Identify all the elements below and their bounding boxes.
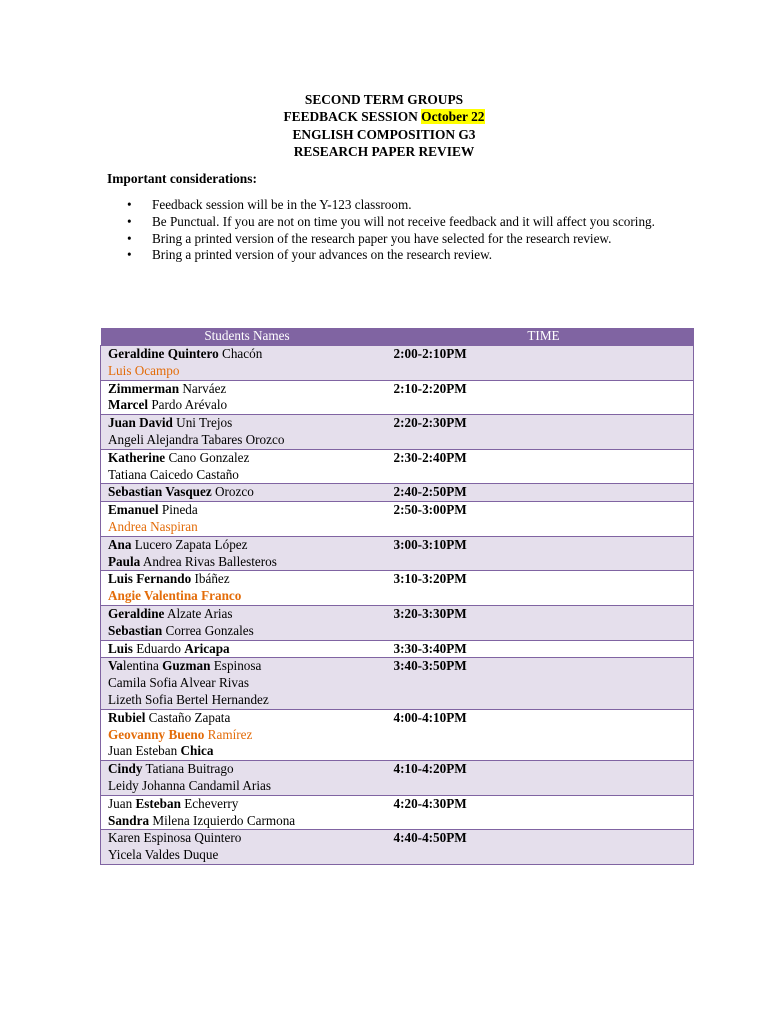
name-segment: Katherine: [108, 449, 166, 465]
student-name: [108, 710, 387, 727]
name-segment: Va: [108, 658, 123, 674]
title-line-2: [0, 108, 768, 125]
student-name: [108, 847, 387, 864]
student-name: [108, 415, 387, 432]
table-row: [101, 380, 694, 415]
name-segment: Sebastian: [108, 622, 163, 638]
name-segment: Alzate Arias: [164, 605, 233, 621]
name-segment: Aricapa: [184, 640, 230, 656]
time-slot-cell: 2:10-2:20PM: [387, 380, 694, 415]
name-segment: Chacón: [218, 346, 263, 361]
student-name: [108, 727, 387, 744]
name-segment: Emanuel: [108, 502, 159, 518]
student-names-cell: [101, 346, 387, 381]
name-segment: Rubiel: [108, 709, 146, 725]
header-time: TIME: [387, 328, 694, 346]
name-segment: Narváez: [179, 380, 227, 396]
time-slot-cell: 2:30-2:40PM: [387, 449, 694, 484]
name-segment: Tatiana Buitrago: [142, 761, 234, 777]
student-name: [108, 623, 387, 640]
name-segment: Tatiana Caicedo Castaño: [108, 466, 239, 482]
student-names-cell: [101, 415, 387, 450]
name-segment: Yicela Valdes Duque: [108, 847, 219, 863]
student-names-cell: [101, 830, 387, 865]
name-segment: Karen Espinosa Quintero: [108, 830, 242, 846]
time-slot-cell: 2:20-2:30PM: [387, 415, 694, 450]
name-segment: Echeverry: [180, 795, 239, 811]
schedule-body: [101, 346, 694, 865]
student-name: [108, 743, 387, 760]
student-name: [108, 588, 387, 605]
name-segment: Geovanny Bueno: [108, 726, 205, 742]
table-row: [101, 346, 694, 381]
consideration-item: • Be Punctual. If you are not on time you will not receive feedback and it will affect you scoring.: [152, 214, 697, 231]
name-segment: Camila Sofia Alvear Rivas: [108, 675, 250, 691]
name-segment: Angeli Alejandra Tabares Orozco: [108, 431, 285, 447]
name-segment: Sebastian Vasquez: [108, 484, 212, 500]
time-slot-cell: 3:20-3:30PM: [387, 605, 694, 640]
student-names-cell: [101, 449, 387, 484]
name-segment: Eduardo: [132, 640, 185, 656]
name-segment: Ibáñez: [191, 571, 230, 587]
time-slot-cell: 3:00-3:10PM: [387, 536, 694, 571]
table-row: [101, 605, 694, 640]
name-segment: Pineda: [158, 502, 198, 518]
table-row: [101, 502, 694, 537]
table-row: [101, 709, 694, 760]
name-segment: Luis: [108, 640, 133, 656]
name-segment: Zimmerman: [108, 380, 180, 396]
time-slot-cell: 4:20-4:30PM: [387, 795, 694, 830]
table-row: [101, 449, 694, 484]
name-segment: Ramírez: [204, 726, 253, 742]
name-segment: ica: [197, 743, 214, 759]
table-header-row: [101, 328, 694, 346]
student-name: [108, 381, 387, 398]
student-name: [108, 830, 387, 847]
student-name: [108, 778, 387, 795]
table-row: [101, 795, 694, 830]
name-segment: Angie Valentina Franco: [108, 588, 242, 604]
time-slot-cell: 4:40-4:50PM: [387, 830, 694, 865]
table-row: [101, 761, 694, 796]
table-row: [101, 571, 694, 606]
student-name: [108, 658, 387, 675]
name-segment: Cano Gonzalez: [165, 449, 250, 465]
consideration-item: • Feedback session will be in the Y-123 classroom.: [152, 197, 697, 214]
student-names-cell: [101, 605, 387, 640]
time-slot-cell: 4:00-4:10PM: [387, 709, 694, 760]
time-slot-cell: 3:30-3:40PM: [387, 640, 694, 658]
name-segment: Leidy Johanna Candamil Arias: [108, 777, 271, 793]
student-name: [108, 606, 387, 623]
title-line-1: SECOND TERM GROUPS: [304, 92, 464, 107]
name-segment: Sandra: [108, 812, 150, 828]
student-name: [108, 397, 387, 414]
name-segment: Guzman: [162, 658, 211, 674]
student-names-cell: [101, 571, 387, 606]
name-segment: Espinosa: [210, 658, 262, 674]
name-segment: lentina: [122, 658, 163, 674]
consideration-item: • Bring a printed version of the research paper you have selected for the research review.: [152, 231, 697, 248]
student-name: [108, 363, 387, 380]
student-name: [108, 502, 387, 519]
student-names-cell: [101, 484, 387, 502]
student-name: [108, 796, 387, 813]
student-name: [108, 467, 387, 484]
name-segment: Geraldine: [108, 605, 165, 621]
name-segment: Juan David: [108, 415, 173, 431]
student-names-cell: [101, 658, 387, 709]
time-slot-cell: 3:10-3:20PM: [387, 571, 694, 606]
name-segment: Orozco: [211, 484, 254, 500]
title-line-4: RESEARCH PAPER REVIEW: [293, 143, 475, 159]
time-slot-cell: 4:10-4:20PM: [387, 761, 694, 796]
name-segment: Paula: [108, 553, 141, 569]
time-slot-cell: 3:40-3:50PM: [387, 658, 694, 709]
student-name: [108, 519, 387, 536]
name-segment: Geraldine Quintero: [108, 346, 219, 361]
consideration-item: • Bring a printed version of your advances on the research review.: [152, 247, 697, 264]
time-slot-cell: 2:00-2:10PM: [387, 346, 694, 381]
considerations-list: [108, 197, 697, 264]
time-slot-cell: 2:40-2:50PM: [387, 484, 694, 502]
student-names-cell: [101, 709, 387, 760]
student-name: [108, 432, 387, 449]
name-segment: Marcel: [108, 397, 149, 413]
session-date-highlight: October 22: [421, 109, 485, 125]
title-line-3: ENGLISH COMPOSITION G3: [292, 126, 476, 142]
student-names-cell: [101, 761, 387, 796]
table-row: [101, 536, 694, 571]
time-slot-cell: 2:50-3:00PM: [387, 502, 694, 537]
name-segment: Castaño Zapata: [145, 709, 231, 725]
name-segment: Juan: [108, 795, 136, 811]
name-segment: Esteban: [135, 795, 181, 811]
name-segment: Ana: [108, 536, 132, 552]
name-segment: Ch: [180, 743, 198, 759]
name-segment: Juan Esteban: [108, 743, 181, 759]
table-row: [101, 484, 694, 502]
student-names-cell: [101, 502, 387, 537]
title-line-2-prefix: FEEDBACK SESSION: [283, 109, 418, 125]
document-title-block: [0, 91, 768, 160]
student-name: [108, 554, 387, 571]
student-names-cell: [101, 536, 387, 571]
name-segment: Lizeth Sofia Bertel Hernandez: [108, 691, 269, 707]
name-segment: Uni Trejos: [172, 415, 233, 431]
student-names-cell: [101, 380, 387, 415]
student-name: [108, 675, 387, 692]
student-name: [108, 641, 387, 658]
considerations-heading: Important considerations:: [107, 171, 257, 186]
name-segment: Luis Ocampo: [108, 362, 180, 378]
student-name: [108, 813, 387, 830]
name-segment: Lucero Zapata López: [131, 536, 248, 552]
student-names-cell: [101, 640, 387, 658]
table-row: [101, 640, 694, 658]
table-row: [101, 415, 694, 450]
student-name: [108, 537, 387, 554]
student-name: [108, 450, 387, 467]
name-segment: Correa Gonzales: [162, 622, 254, 638]
student-name: [108, 484, 387, 501]
name-segment: Andrea Rivas Ballesteros: [140, 553, 277, 569]
name-segment: Luis Fernando: [108, 571, 192, 587]
table-row: [101, 658, 694, 709]
student-name: [108, 571, 387, 588]
name-segment: Andrea Naspiran: [108, 518, 198, 534]
name-segment: Milena Izquierdo Carmona: [149, 812, 296, 828]
name-segment: Pardo Arévalo: [148, 397, 228, 413]
student-name: [108, 346, 387, 363]
table-row: [101, 830, 694, 865]
schedule-table: [100, 328, 694, 865]
name-segment: Cindy: [108, 761, 143, 777]
student-names-cell: [101, 795, 387, 830]
header-students-names: Students Names: [101, 328, 387, 346]
student-name: [108, 692, 387, 709]
student-name: [108, 761, 387, 778]
